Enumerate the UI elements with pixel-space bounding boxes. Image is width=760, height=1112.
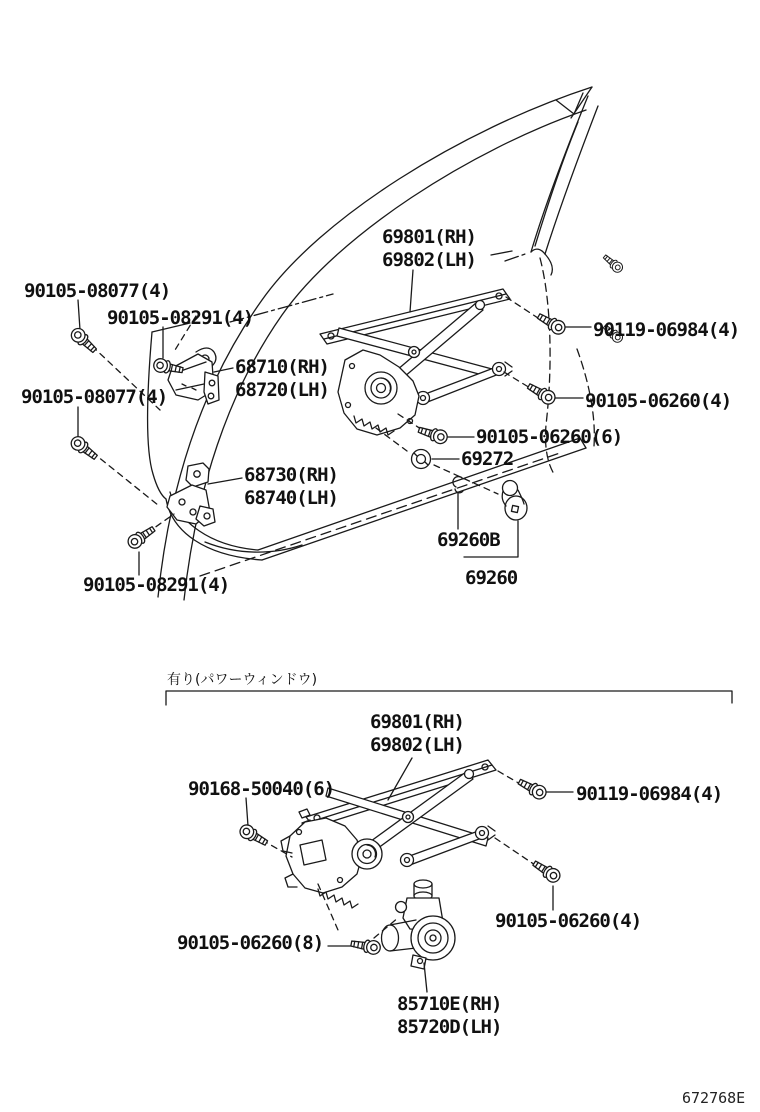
part-label: 90119-06984(4) [576,783,723,805]
part-label: 68740(LH) [244,487,338,509]
part-label: 69260 [465,567,518,589]
part-label: 69801(RH) [382,226,476,248]
part-label: 85710E(RH) [397,993,502,1015]
part-label: 90105-06260(4) [495,910,642,932]
part-label: 69260B [437,529,500,551]
upper-door-hinge [168,348,219,404]
part-label: 90168-50040(6) [188,778,335,800]
part-label: 90105-06260(6) [476,426,623,448]
figure-code: 672768E [682,1089,746,1107]
part-label: 90105-08291(4) [83,574,230,596]
part-label: 68730(RH) [244,464,338,486]
lower-door-hinge [167,463,215,526]
part-label: 90105-08077(4) [24,280,171,302]
part-label: 69802(LH) [370,734,464,756]
window-crank-handle-69260 [502,481,527,521]
part-label: 90105-08077(4) [21,386,168,408]
power-window-motor [382,880,456,969]
part-label: 69272 [461,448,514,470]
bushing-69272 [412,450,431,469]
part-label: 69802(LH) [382,249,476,271]
part-label: 85720D(LH) [397,1016,502,1038]
part-label: 68720(LH) [235,379,329,401]
part-label: 90119-06984(4) [593,319,740,341]
part-label: 90105-08291(4) [107,307,254,329]
part-label: 68710(RH) [235,356,329,378]
part-label: 90105-06260(4) [585,390,732,412]
part-label: 90105-06260(8) [177,932,324,954]
window-regulator-top [320,289,512,435]
power-window-section-bracket [166,691,732,705]
part-label: 69801(RH) [370,711,464,733]
power-window-section-note: 有り(パワーウィンドウ) [167,672,318,688]
